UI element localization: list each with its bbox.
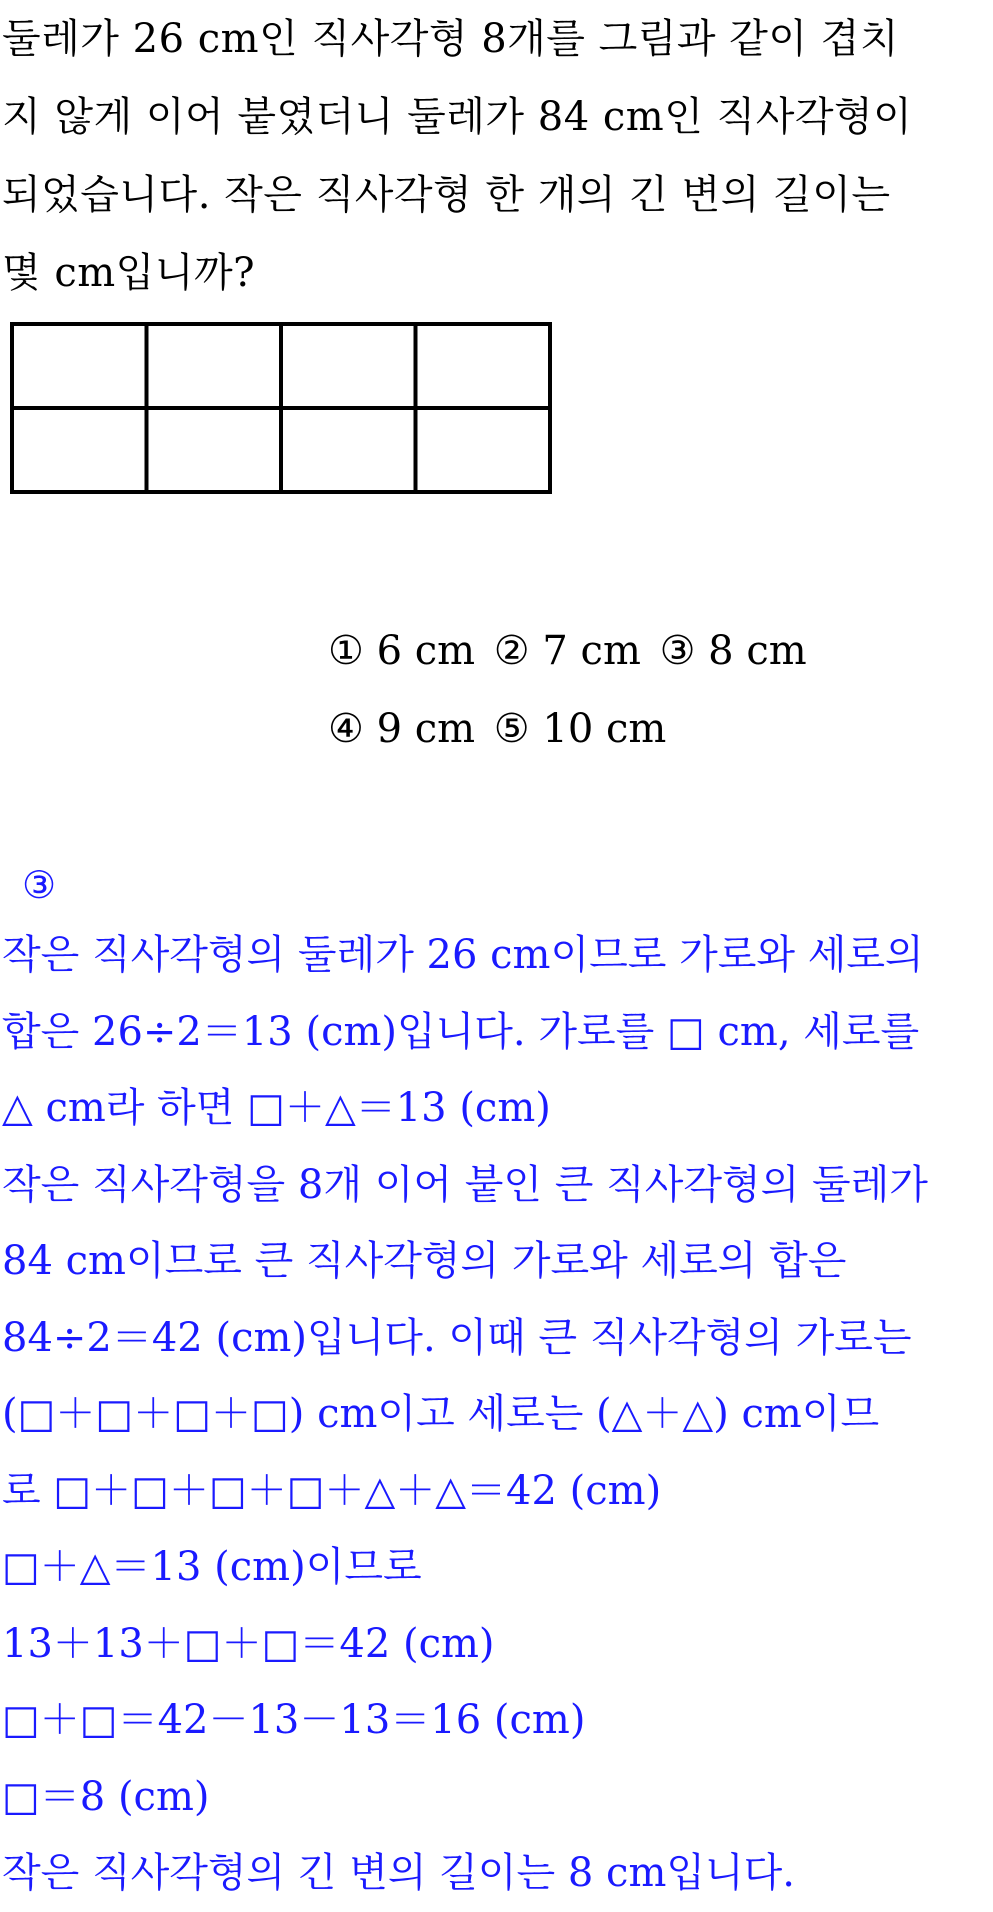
small-rectangle bbox=[281, 408, 416, 492]
solution-line: 로 □＋□＋□＋□＋△＋△＝42 (cm) bbox=[2, 1467, 662, 1514]
question-line: 되었습니다. 작은 직사각형 한 개의 긴 변의 길이는 bbox=[2, 172, 891, 218]
question-line: 몇 cm입니까? bbox=[2, 250, 256, 296]
solution-text bbox=[2, 917, 990, 1912]
answer-choices bbox=[328, 612, 813, 768]
small-rectangle bbox=[12, 408, 147, 492]
question-text bbox=[2, 0, 990, 312]
small-rectangle bbox=[147, 324, 282, 408]
choice-4[interactable]: ④ 9 cm bbox=[328, 706, 476, 752]
solution-line: 합은 26÷2＝13 (cm)입니다. 가로를 □ cm, 세로를 bbox=[2, 1008, 920, 1055]
solution-line: 작은 직사각형의 긴 변의 길이는 8 cm입니다. bbox=[2, 1850, 796, 1896]
choice-1[interactable]: ① 6 cm bbox=[328, 628, 476, 674]
question-line: 지 않게 이어 붙였더니 둘레가 84 cm인 직사각형이 bbox=[2, 94, 913, 140]
solution-line: 13＋13＋□＋□＝42 (cm) bbox=[2, 1620, 495, 1667]
choice-2[interactable]: ② 7 cm bbox=[493, 628, 641, 674]
solution-line: 작은 직사각형을 8개 이어 붙인 큰 직사각형의 둘레가 bbox=[2, 1161, 928, 1208]
small-rectangle bbox=[12, 324, 147, 408]
small-rectangle bbox=[416, 408, 551, 492]
solution-line: □＝8 (cm) bbox=[2, 1773, 210, 1820]
solution-line: □＋□＝42－13－13＝16 (cm) bbox=[2, 1697, 586, 1743]
choice-row bbox=[328, 690, 813, 768]
answer-mark: ③ bbox=[22, 863, 57, 907]
choice-3[interactable]: ③ 8 cm bbox=[659, 628, 807, 674]
solution-line: 84 cm이므로 큰 직사각형의 가로와 세로의 합은 bbox=[2, 1238, 847, 1284]
small-rectangle bbox=[147, 408, 282, 492]
small-rectangle bbox=[416, 324, 551, 408]
choice-row bbox=[328, 612, 813, 690]
solution-line: 작은 직사각형의 둘레가 26 cm이므로 가로와 세로의 bbox=[2, 932, 924, 978]
solution-line: △ cm라 하면 □＋△＝13 (cm) bbox=[2, 1085, 551, 1131]
solution-line: (□＋□＋□＋□) cm이고 세로는 (△＋△) cm이므 bbox=[2, 1391, 880, 1437]
solution-line: □＋△＝13 (cm)이므로 bbox=[2, 1544, 422, 1590]
question-line: 둘레가 26 cm인 직사각형 8개를 그림과 같이 겹치 bbox=[2, 16, 900, 62]
rectangle-grid-figure bbox=[10, 322, 552, 494]
small-rectangle bbox=[281, 324, 416, 408]
choice-5[interactable]: ⑤ 10 cm bbox=[493, 706, 667, 752]
solution-line: 84÷2＝42 (cm)입니다. 이때 큰 직사각형의 가로는 bbox=[2, 1314, 912, 1361]
